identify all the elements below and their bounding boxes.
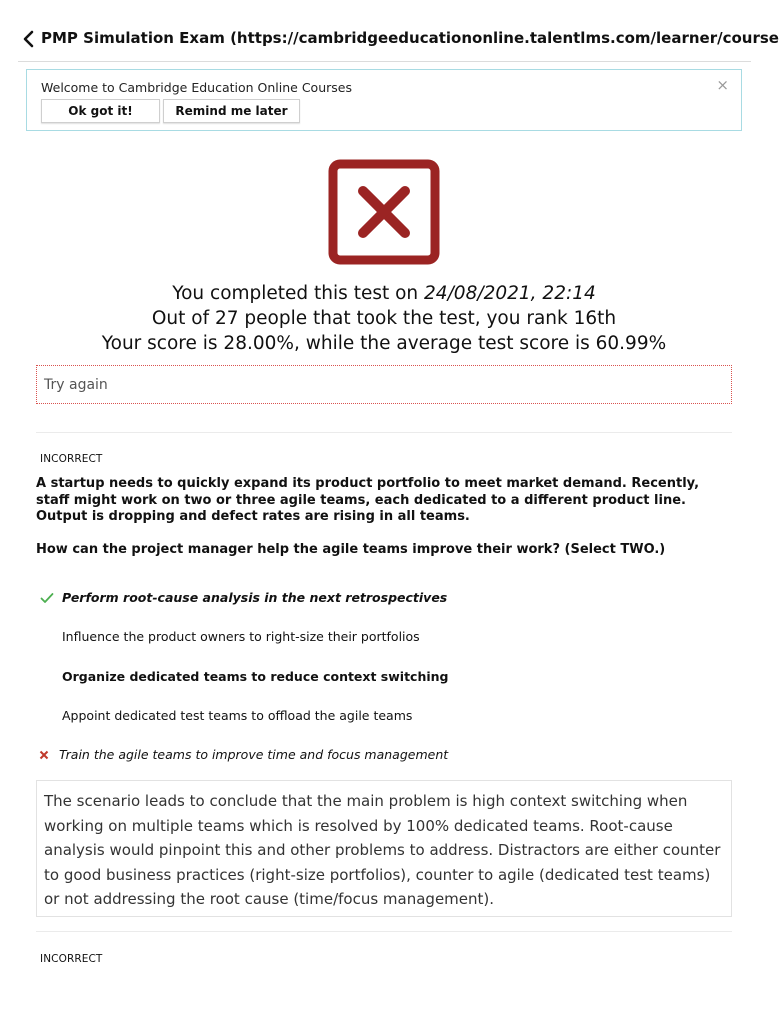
completion-date: 24/08/2021, 22:14 <box>424 283 596 304</box>
x-icon <box>38 749 50 761</box>
page-header <box>0 0 779 62</box>
answer-option: Influence the product owners to right-size their portfolios <box>62 629 420 644</box>
answer-option: Perform root-cause analysis in the next retrospectives <box>62 590 448 605</box>
question-prompt: How can the project manager help the agile teams improve their work? (Select TWO.) <box>36 542 666 557</box>
section-divider <box>36 931 732 932</box>
answer-option: Appoint dedicated test teams to offload the agile teams <box>62 708 413 723</box>
completion-prefix: You completed this test on <box>172 283 425 304</box>
question-status: INCORRECT <box>40 453 103 465</box>
question-text: A startup needs to quickly expand its product portfolio to meet market demand. Recently, staff might work on two or three agile teams, each dedicated to a different product line. Output is dropping and defect rates are rising in all teams. <box>36 476 700 524</box>
remind-me-later-button[interactable]: Remind me later <box>163 99 300 123</box>
ok-got-it-button[interactable]: Ok got it! <box>41 99 160 123</box>
banner-message: Welcome to Cambridge Education Online Courses <box>41 80 352 95</box>
page-title: PMP Simulation Exam (https://cambridgeeducationonline.talentlms.com/learner/course <box>41 29 779 47</box>
answer-option: Train the agile teams to improve time and focus management <box>59 747 449 762</box>
answer-option: Organize dedicated teams to reduce context switching <box>62 669 449 684</box>
question-status: INCORRECT <box>40 953 103 965</box>
completion-line <box>0 283 768 304</box>
welcome-banner <box>26 69 742 131</box>
try-again-button[interactable]: Try again <box>36 365 732 404</box>
failed-x-icon <box>328 159 440 265</box>
header-divider <box>18 61 751 62</box>
score-line: Your score is 28.00%, while the average test score is 60.99% <box>101 333 667 354</box>
check-icon <box>40 592 54 604</box>
answer-explanation: The scenario leads to conclude that the main problem is high context switching when working on multiple teams which is resolved by 100% dedicated teams. Root-cause analysis would pinpoint this and other problems to address. Distractors are either counter to good business practices (right-size portfolios), counter to agile (dedicated test teams) or not addressing the root cause (time/focus management). <box>36 780 732 917</box>
rank-line: Out of 27 people that took the test, you rank 16th <box>151 308 617 329</box>
close-icon[interactable]: × <box>716 76 729 94</box>
back-arrow-icon[interactable] <box>20 30 38 48</box>
section-divider <box>36 432 732 433</box>
